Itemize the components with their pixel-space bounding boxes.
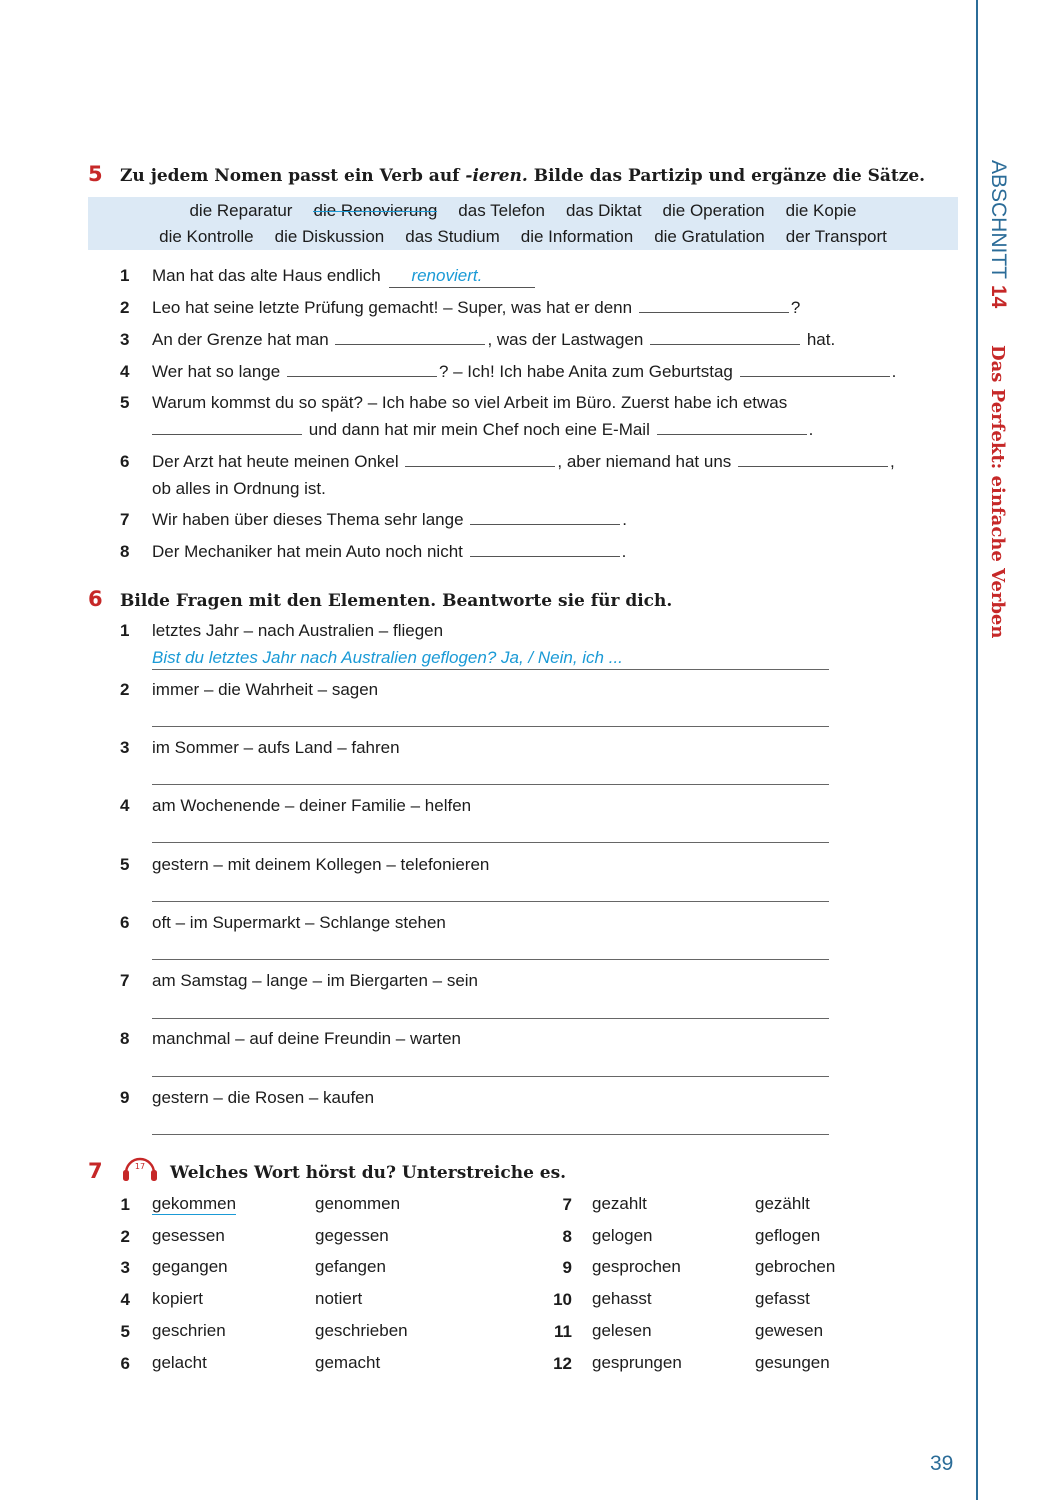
answer-blank[interactable] <box>738 452 888 467</box>
answer-blank[interactable] <box>152 420 302 435</box>
ex7-word-option[interactable]: gelogen <box>592 1226 653 1245</box>
word-item: die Operation <box>662 201 765 220</box>
answer-line[interactable] <box>152 1018 829 1019</box>
ex7-word-option[interactable]: gesprochen <box>592 1257 681 1276</box>
ex7-item-number: 4 <box>120 1290 130 1309</box>
sidebar-section-label: ABSCHNITT 14 <box>987 160 1010 309</box>
ex6-item-4-prompt: am Wochenende – deiner Familie – helfen <box>152 796 472 815</box>
ex6-item-8-prompt: manchmal – auf deine Freundin – warten <box>152 1029 462 1048</box>
answer-blank[interactable] <box>470 510 620 525</box>
track-number: 17 <box>134 1162 146 1171</box>
word-box <box>88 197 958 250</box>
ex7-word-option[interactable]: gesprungen <box>592 1353 682 1372</box>
ex6-item-number: 5 <box>120 855 130 874</box>
ex6-item-number: 4 <box>120 796 130 815</box>
ex5-item-4: Wer hat so lange ? – Ich! Ich habe Anita zum Geburtstag . <box>152 362 897 381</box>
word-item: das Telefon <box>458 201 545 220</box>
ex7-word-option[interactable]: gebrochen <box>755 1257 836 1276</box>
ex5-item-6-line-2: ob alles in Ordnung ist. <box>152 479 326 498</box>
word-item: die Information <box>520 227 634 246</box>
ex7-item-number: 8 <box>562 1227 572 1246</box>
ex7-word-option[interactable]: geschrien <box>152 1321 226 1340</box>
page-number: 39 <box>930 1452 954 1475</box>
ex5-item-number: 5 <box>120 393 130 412</box>
ex6-item-3-prompt: im Sommer – aufs Land – fahren <box>152 738 400 757</box>
word-item: der Transport <box>785 227 887 246</box>
ex5-item-number: 6 <box>120 452 130 471</box>
word-item: die Kontrolle <box>159 227 254 246</box>
ex5-item-number: 7 <box>120 510 130 529</box>
word-item-struck: die Renovierung <box>313 201 438 220</box>
exercise-6-number: 6 <box>88 587 103 611</box>
ex5-answer-example: renoviert. <box>389 265 535 288</box>
ex7-word-option[interactable]: gezählt <box>755 1194 810 1213</box>
ex5-item-number: 8 <box>120 542 130 561</box>
word-item: die Kopie <box>785 201 857 220</box>
answer-blank[interactable] <box>650 330 800 345</box>
ex7-word-option[interactable]: genommen <box>315 1194 401 1213</box>
ex6-item-number: 2 <box>120 680 130 699</box>
word-item: die Gratulation <box>654 227 765 246</box>
sidebar-topic: Das Perfekt: einfache Verben <box>987 345 1008 639</box>
exercise-6-title: Bilde Fragen mit den Elementen. Beantworte sie für dich. <box>120 591 673 611</box>
ex7-word-option[interactable]: kopiert <box>152 1289 204 1308</box>
ex6-item-6-prompt: oft – im Supermarkt – Schlange stehen <box>152 913 446 932</box>
ex5-item-1: Man hat das alte Haus endlich renoviert. <box>152 265 535 288</box>
answer-blank[interactable] <box>470 542 620 557</box>
ex7-word-option[interactable]: notiert <box>315 1289 363 1308</box>
ex7-word-option[interactable]: gelesen <box>592 1321 652 1340</box>
answer-blank[interactable] <box>639 298 789 313</box>
ex7-word-option[interactable]: gesungen <box>755 1353 830 1372</box>
answer-line[interactable] <box>152 1134 829 1135</box>
ex5-item-6-line-1: Der Arzt hat heute meinen Onkel , aber niemand hat uns , <box>152 452 895 471</box>
ex7-item-number: 11 <box>554 1322 572 1341</box>
ex6-item-9-prompt: gestern – die Rosen – kaufen <box>152 1088 375 1107</box>
ex7-word-option[interactable]: gegessen <box>315 1226 389 1245</box>
ex7-word-option[interactable]: gefangen <box>315 1257 386 1276</box>
answer-blank[interactable] <box>335 330 485 345</box>
ex7-word-option[interactable]: geflogen <box>755 1226 821 1245</box>
word-row-2 <box>88 227 958 247</box>
ex7-item-number: 3 <box>120 1258 130 1277</box>
headphones-icon[interactable] <box>120 1153 160 1183</box>
word-item: das Diktat <box>565 201 642 220</box>
ex6-item-1-prompt: letztes Jahr – nach Australien – fliegen <box>152 621 444 640</box>
ex7-word-option[interactable]: gefasst <box>755 1289 810 1308</box>
ex5-item-number: 2 <box>120 298 130 317</box>
ex7-item-number: 6 <box>120 1354 130 1373</box>
answer-blank[interactable] <box>657 420 807 435</box>
ex6-item-number: 8 <box>120 1029 130 1048</box>
ex7-item-number: 10 <box>553 1290 572 1309</box>
ex7-word-option[interactable]: geschrieben <box>315 1321 408 1340</box>
ex5-item-number: 1 <box>120 266 130 285</box>
ex7-word-option[interactable]: gemacht <box>315 1353 381 1372</box>
answer-blank[interactable] <box>405 452 555 467</box>
answer-blank[interactable] <box>287 362 437 377</box>
ex6-item-number: 9 <box>120 1088 130 1107</box>
ex6-item-number: 3 <box>120 738 130 757</box>
ex7-item-number: 9 <box>562 1258 572 1277</box>
answer-line[interactable] <box>152 901 829 902</box>
ex5-item-8: Der Mechaniker hat mein Auto noch nicht . <box>152 542 627 561</box>
ex7-word-option-selected[interactable]: gekommen <box>152 1194 237 1213</box>
word-row-1 <box>88 201 958 221</box>
word-item: die Reparatur <box>189 201 293 220</box>
answer-line[interactable] <box>152 842 829 843</box>
ex7-word-option[interactable]: gehasst <box>592 1289 652 1308</box>
ex7-item-number: 5 <box>120 1322 130 1341</box>
exercise-5-number: 5 <box>88 162 103 186</box>
ex7-item-number: 7 <box>562 1195 572 1214</box>
ex6-item-2-prompt: immer – die Wahrheit – sagen <box>152 680 379 699</box>
ex5-item-number: 4 <box>120 362 130 381</box>
ex5-item-2: Leo hat seine letzte Prüfung gemacht! – Super, was hat er denn ? <box>152 298 801 317</box>
answer-line[interactable] <box>152 959 829 960</box>
ex7-word-option[interactable]: gezahlt <box>592 1194 647 1213</box>
ex7-item-number: 2 <box>120 1227 130 1246</box>
ex6-item-5-prompt: gestern – mit deinem Kollegen – telefonieren <box>152 855 490 874</box>
ex7-item-number: 1 <box>120 1195 130 1214</box>
ex6-item-number: 7 <box>120 971 130 990</box>
exercise-7-number: 7 <box>88 1159 103 1183</box>
ex6-item-number: 6 <box>120 913 130 932</box>
ex6-item-7-prompt: am Samstag – lange – im Biergarten – sein <box>152 971 479 990</box>
ex5-item-7: Wir haben über dieses Thema sehr lange . <box>152 510 627 529</box>
ex5-item-number: 3 <box>120 330 130 349</box>
ex6-example-answer: Bist du letztes Jahr nach Australien geflogen? Ja, / Nein, ich ... <box>152 647 829 670</box>
ex5-item-3: An der Grenze hat man , was der Lastwagen hat. <box>152 330 836 349</box>
word-item: das Studium <box>405 227 500 246</box>
ex7-word-option[interactable]: gesessen <box>152 1226 225 1245</box>
ex5-item-5-line-2: und dann hat mir mein Chef noch eine E-Mail . <box>152 419 813 441</box>
ex7-item-number: 12 <box>553 1354 572 1373</box>
ex7-word-option[interactable]: gewesen <box>755 1321 824 1340</box>
ex5-item-5-line-1: Warum kommst du so spät? – Ich habe so viel Arbeit im Büro. Zuerst habe ich etwas <box>152 393 788 412</box>
ex7-word-option[interactable]: gegangen <box>152 1257 228 1276</box>
answer-blank[interactable] <box>740 362 890 377</box>
exercise-5-title: Zu jedem Nomen passt ein Verb auf -ieren. Bilde das Partizip und ergänze die Sätze. <box>120 166 926 186</box>
ex7-word-option[interactable]: gelacht <box>152 1353 207 1372</box>
sidebar-section-number: 14 <box>987 284 1010 309</box>
answer-line[interactable] <box>152 1076 829 1077</box>
answer-line[interactable] <box>152 784 829 785</box>
exercise-7-title: Welches Wort hörst du? Unterstreiche es. <box>170 1163 567 1183</box>
sidebar-divider <box>976 0 978 1500</box>
word-item: die Diskussion <box>274 227 385 246</box>
ex6-item-number: 1 <box>120 621 130 640</box>
answer-line[interactable] <box>152 726 829 727</box>
